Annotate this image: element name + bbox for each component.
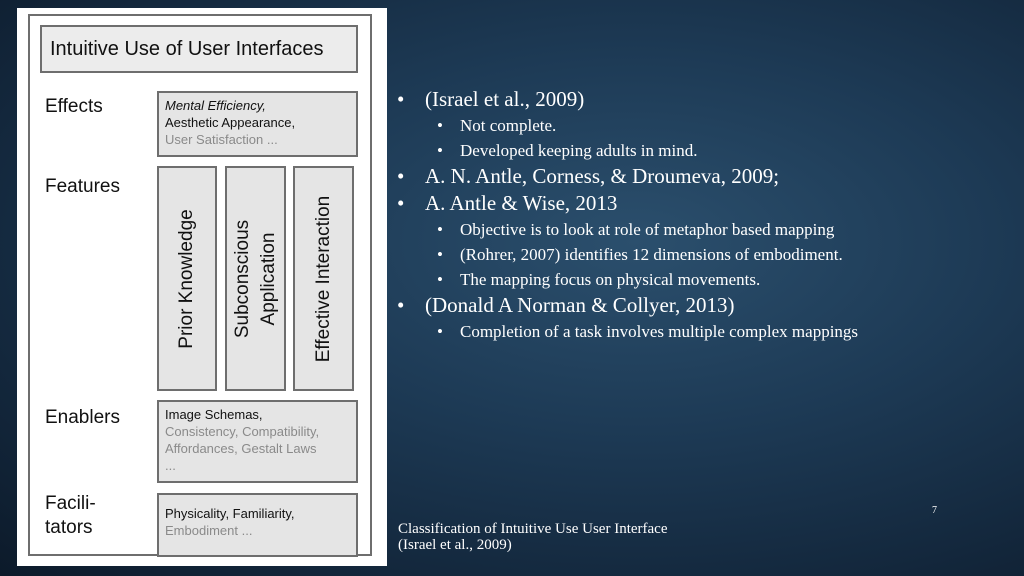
facilitators-box: [157, 493, 358, 557]
enablers-line-2: Consistency, Compatibility,: [165, 424, 320, 439]
sub-bullet-text: Completion of a task involves multiple complex mappings: [460, 322, 859, 341]
facilitators-label-line-1: Facili-: [45, 493, 96, 514]
caption-line-2: (Israel et al., 2009): [398, 537, 512, 553]
sub-bullet-text: Not complete.: [460, 116, 557, 135]
page-number: 7: [932, 505, 937, 516]
sub-bullet-text: Objective is to look at role of metaphor based mapping: [460, 220, 835, 239]
sub-bullet-item: [397, 138, 1024, 163]
bullet-list: [397, 86, 1024, 344]
figure-title: Intuitive Use of User Interfaces: [40, 25, 358, 73]
effects-line-1: Mental Efficiency,: [165, 98, 266, 113]
figure-caption: [398, 521, 668, 553]
sub-bullet-text: The mapping focus on physical movements.: [460, 270, 761, 289]
feature-subconscious-line-1: Subconscious: [231, 219, 253, 338]
caption-line-1: Classification of Intuitive Use User Interface: [398, 521, 668, 537]
sub-bullet-item: [397, 217, 1024, 242]
bullet-dot: •: [437, 220, 443, 239]
sub-bullet-item: [397, 319, 1024, 344]
bullet-text: A. Antle & Wise, 2013: [425, 191, 618, 215]
feature-effective-interaction: [293, 166, 354, 391]
enablers-box: [157, 400, 358, 483]
bullet-item: [397, 292, 1024, 319]
bullet-dot: •: [437, 245, 443, 264]
bullet-text: A. N. Antle, Corness, & Droumeva, 2009;: [425, 164, 780, 188]
bullet-dot: •: [437, 141, 443, 160]
feature-prior-knowledge: [157, 166, 217, 391]
feature-subconscious-application: [225, 166, 286, 391]
effects-label: Effects: [45, 96, 103, 117]
intuitive-use-figure: [17, 8, 387, 566]
sub-bullet-item: [397, 242, 1024, 267]
enablers-line-3: Affordances, Gestalt Laws: [165, 441, 317, 456]
enablers-line-4: ...: [165, 458, 176, 473]
bullet-dot: •: [397, 293, 405, 317]
sub-bullet-item: [397, 113, 1024, 138]
feature-effective-interaction-label: Effective Interaction: [312, 195, 334, 362]
bullet-item: [397, 86, 1024, 113]
enablers-label: Enablers: [45, 407, 120, 428]
feature-subconscious-application-label: [230, 219, 282, 337]
sub-bullet-text: (Rohrer, 2007) identifies 12 dimensions of embodiment.: [460, 245, 843, 264]
feature-subconscious-line-2: Application: [257, 232, 279, 325]
bullet-item: [397, 163, 1024, 190]
sub-bullet-text: Developed keeping adults in mind.: [460, 141, 698, 160]
effects-line-3: User Satisfaction ...: [165, 132, 278, 147]
bullet-dot: •: [397, 164, 405, 188]
bullet-text: (Donald A Norman & Collyer, 2013): [425, 293, 735, 317]
bullet-item: [397, 190, 1024, 217]
enablers-line-1: Image Schemas,: [165, 407, 263, 422]
facilitators-line-1: Physicality, Familiarity,: [165, 506, 295, 521]
effects-box: [157, 91, 358, 157]
bullet-dot: •: [437, 322, 443, 341]
bullet-dot: •: [397, 87, 405, 111]
bullet-dot: •: [397, 191, 405, 215]
figure-frame: [28, 14, 372, 556]
feature-prior-knowledge-label: Prior Knowledge: [176, 208, 197, 349]
facilitators-label-line-2: tators: [45, 517, 93, 538]
sub-bullet-item: [397, 267, 1024, 292]
features-label: Features: [45, 176, 120, 197]
bullet-dot: •: [437, 270, 443, 289]
effects-line-2: Aesthetic Appearance,: [165, 115, 296, 130]
facilitators-line-2: Embodiment ...: [165, 523, 253, 538]
bullet-dot: •: [437, 116, 443, 135]
facilitators-label: [45, 492, 96, 540]
bullet-text: (Israel et al., 2009): [425, 87, 585, 111]
